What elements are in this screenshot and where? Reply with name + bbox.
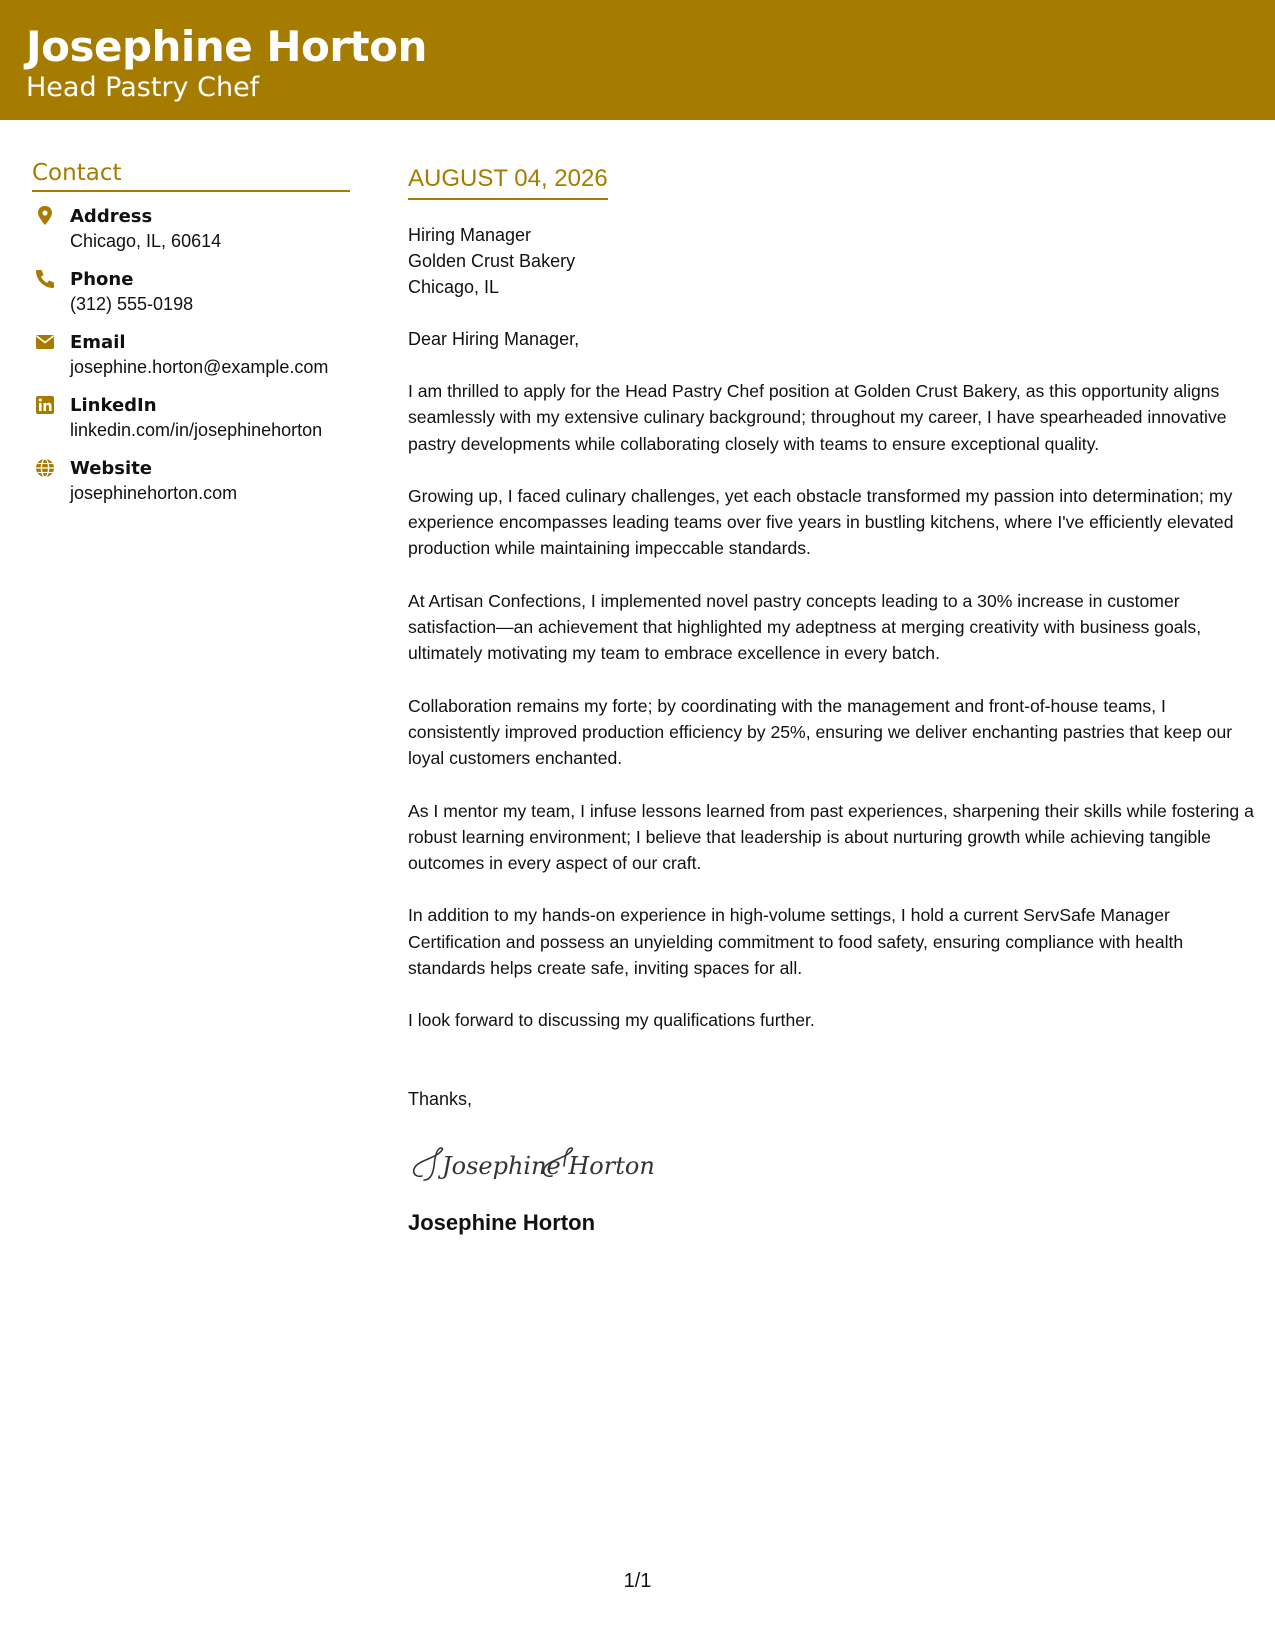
contact-item-email — [32, 330, 352, 393]
email-value: josephine.horton@example.com — [70, 357, 329, 377]
applicant-title: Head Pastry Chef — [26, 72, 260, 103]
signer-name: Josephine Horton — [408, 1209, 596, 1235]
sidebar — [32, 160, 352, 519]
contact-item-website — [32, 456, 352, 519]
letter-paragraph: As I mentor my team, I infuse lessons learned from past experiences, sharpening their skills while fostering a robust learning environment; I believe that leadership is about nurturing growth while achieving tangible outcomes in every aspect of our craft. — [408, 800, 1254, 874]
phone-icon — [34, 268, 56, 290]
contact-label: Address — [70, 206, 153, 227]
letter-paragraph: In addition to my hands-on experience in high-volume settings, I hold a current ServSafe Manager Certification and possess an unyielding commitment to food safety, ensuring compliance with health standards helps create safe, inviting spaces for all. — [408, 905, 1184, 979]
recipient-line: Chicago, IL — [408, 277, 500, 297]
contact-item-address — [32, 204, 352, 267]
recipient-line: Golden Crust Bakery — [408, 251, 576, 271]
signature-text: Josephine Horton — [442, 1151, 655, 1180]
envelope-icon — [34, 331, 56, 353]
handwritten-signature — [408, 1134, 678, 1194]
recipient-line: Hiring Manager — [408, 225, 532, 245]
contact-label: Website — [70, 458, 153, 479]
globe-icon — [34, 457, 56, 479]
salutation: Dear Hiring Manager, — [408, 329, 580, 349]
recipient-block — [408, 222, 1258, 300]
linkedin-value: linkedin.com/in/josephinehorton — [70, 420, 323, 440]
letter-paragraph: At Artisan Confections, I implemented novel pastry concepts leading to a 30% increase in customer satisfaction—an achievement that highlighted my adeptness at merging creativity with business goals, ultimately motivating my team to embrace excellence in every batch. — [408, 590, 1202, 664]
website-value: josephinehorton.com — [70, 483, 238, 503]
header-banner — [0, 0, 1275, 120]
contact-item-linkedin — [32, 393, 352, 456]
letter-paragraph: I look forward to discussing my qualifications further. — [408, 1010, 815, 1031]
letter-paragraph: I am thrilled to apply for the Head Pastry Chef position at Golden Crust Bakery, as this opportunity aligns seamlessly with my extensive culinary background; throughout my career, I have spearheaded innovative pastry developments while collaborating closely with teams to ensure exceptional quality. — [408, 381, 1227, 454]
linkedin-icon — [34, 394, 56, 416]
applicant-name: Josephine Horton — [26, 22, 427, 71]
letter-paragraph: Collaboration remains my forte; by coordinating with the management and front-of-house teams, I consistently improved production efficiency by 25%, ensuring we deliver enchanting pastries that keep our loyal customers enchanted. — [408, 695, 1233, 769]
contact-section-title: Contact — [32, 160, 350, 192]
page-number: 1/1 — [623, 1570, 652, 1592]
contact-label: Email — [70, 332, 126, 353]
letter-date: AUGUST 04, 2026 — [408, 165, 608, 200]
address-value: Chicago, IL, 60614 — [70, 231, 222, 251]
phone-value: (312) 555-0198 — [70, 294, 194, 314]
closing: Thanks, — [408, 1088, 473, 1109]
contact-label: LinkedIn — [70, 395, 157, 416]
contact-item-phone — [32, 267, 352, 330]
letter-body — [408, 165, 1258, 1236]
contact-label: Phone — [70, 269, 134, 290]
contact-list — [32, 204, 352, 519]
map-marker-icon — [34, 205, 56, 227]
letter-paragraph: Growing up, I faced culinary challenges, yet each obstacle transformed my passion into determination; my experience encompasses leading teams over five years in bustling kitchens, where I've efficiently elevated production while maintaining impeccable standards. — [408, 485, 1234, 559]
